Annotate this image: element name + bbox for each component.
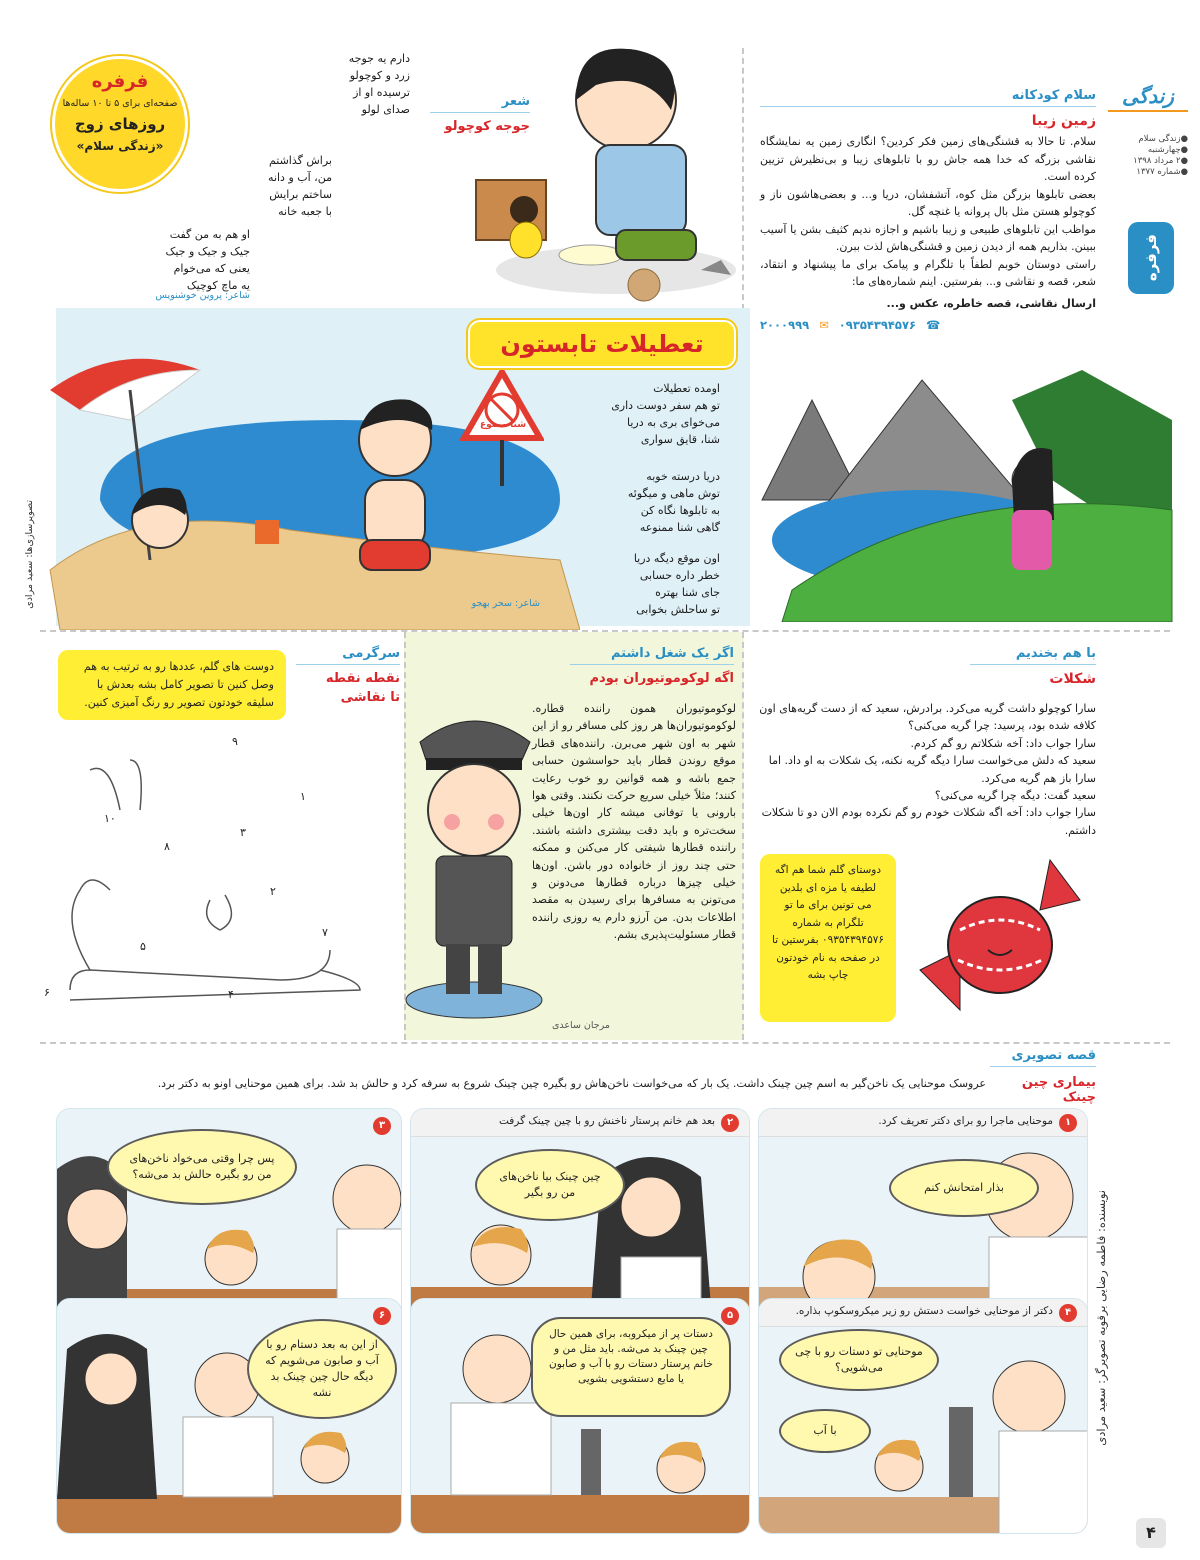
badge-line3: «زندگی سلام»	[76, 139, 164, 153]
illustrator-credit: تصویرسازی‌ها: سعید مرادی	[24, 500, 35, 609]
poem-line: خطر داره حسابی	[639, 569, 720, 582]
greeting-paragraph: مواظب این تابلوهای طبیعی و زیبا باشیم و اجازه ندیم کثیف بشن یا آسیب ببینن. بذاریم همه از دیدن زمین و قشنگی‌هاش لذت ببرن.	[760, 222, 1096, 253]
laugh-header	[970, 646, 1096, 687]
poem-line: جای شنا بهتره	[655, 586, 720, 599]
panel-caption	[411, 1109, 749, 1137]
farfareh-tab	[1128, 222, 1174, 294]
job-text: لوکوموتیوران همون راننده قطاره. لوکوموتیوران‌ها هر روز کلی مسافر رو از این شهر به اون شهر می‌برن. راننده‌های قطار موقع روندن قطار باید حواسشون حسابی جمع باشه و همه قوانین رو خوب رعایت کنند؛ مثلاً خیلی سریع حرکت نکنند. وقتی هوا بارونی یا توفانی میشه کار اون‌ها خیلی سخت‌تره و باید دقت بیشتری داشته باشند. راننده قطارها شیفتی کار می‌کنن و ممکنه حتی چند روز از خانواده دور باشن. اون‌ها خیلی چیزها درباره قطارها می‌دونن و می‌تونن به مسافرها برای رسیدن به مقصد اطلاعات بدن. من آرزو دارم یه روزی راننده قطار مسئولیت‌پذیری بشم.	[532, 702, 736, 942]
laugh-line: سارا جواب داد: آخه شکلاتم رو گم کردم.	[910, 736, 1096, 750]
comic-title: بیماری چین چینک	[1021, 1075, 1096, 1105]
poem-line: یه ماچ کوچیک	[186, 279, 250, 292]
summer-title	[468, 320, 736, 368]
dot-number: ۶	[44, 986, 50, 999]
poem-line: گاهی شنا ممنوعه	[639, 521, 720, 534]
poem1-stanza2	[222, 152, 332, 220]
poem-line: صدای لولو	[361, 103, 410, 116]
greeting-body	[760, 133, 1096, 291]
meta-line: ●زندگی سلام	[1138, 134, 1188, 144]
dot-number: ۹	[232, 735, 238, 748]
poem-line: با جعبه خانه	[278, 205, 332, 218]
poem-line: توش ماهی و میگوئه	[627, 487, 720, 500]
comic-section: قصه تصویری	[990, 1048, 1096, 1067]
poem-line: شنا، قایق سواری	[640, 433, 720, 446]
poem-line: دارم یه جوجه	[348, 52, 410, 65]
poem-line: جیک و جیک و جیک	[165, 245, 250, 258]
greeting-paragraph: بعضی تابلوها بزرگن مثل کوه، آتشفشان، دریا و... و بعضی‌هاشون ناز و کوچولو هستن مثل بال پروانه یا غنچه گل.	[760, 187, 1096, 218]
landscape-illustration	[752, 360, 1184, 622]
poem1-stanza3	[140, 226, 250, 294]
poem-line: ترسیده او از	[353, 86, 410, 99]
phone-icon: ☎	[926, 317, 941, 332]
speech-bubble: پس چرا وقتی می‌خواد ناخن‌های من رو بگیره حالش بد می‌شه؟	[107, 1129, 297, 1205]
poem-line: دریا درسته خوبه	[646, 470, 720, 483]
poem1-title: جوجه کوچولو	[444, 119, 530, 134]
panel-number: ۵	[721, 1307, 739, 1325]
panel-caption	[759, 1299, 1087, 1327]
caption-text: بعد هم خانم پرستار ناخنش رو با چین چینک گرفت	[498, 1115, 715, 1127]
meta-line: ●چهارشنبه	[1147, 145, 1188, 155]
joke-callout: دوستای گلم شما هم اگه لطیفه یا مزه ای بلدین می تونین برای ما تو تلگرام به شماره ۰۹۳۵۴۳۹۴۵۷۶ بفرستین تا در صفحه به نام خودتون چاپ بشه	[760, 854, 896, 1022]
sms-icon: ✉	[819, 317, 829, 332]
laugh-section: با هم بخندیم	[970, 646, 1096, 665]
summer-title-text: تعطیلات تابستون	[500, 330, 704, 358]
activity-header	[296, 646, 400, 705]
badge-line1: صفحه‌ای برای ۵ تا ۱۰ ساله‌ها	[62, 98, 178, 109]
summer-stanza2	[580, 468, 720, 536]
dot-number: ۴	[228, 988, 234, 1001]
poem1-stanza1	[300, 50, 410, 118]
masthead-logo: زندگی	[1108, 84, 1188, 112]
masthead-meta	[1108, 134, 1188, 178]
speech-bubble: چین چینک بیا ناخن‌های من رو بگیر	[475, 1149, 625, 1221]
laugh-line: سعید گفت: دیگه چرا گریه می‌کنی؟	[934, 789, 1096, 803]
panel-number: ۲	[721, 1114, 739, 1132]
contact-row	[760, 318, 1096, 332]
divider	[40, 1042, 1170, 1044]
greeting-send-line: ارسال نقاشی، قصه خاطره، عکس و...	[886, 296, 1096, 310]
laugh-line: سارا کوچولو داشت گریه می‌کرد. برادرش، سعید که از دست گریه‌های اون کلافه شده بود، پرسید: چرا گریه می‌کنی؟	[759, 702, 1096, 733]
divider	[742, 48, 744, 310]
speech-bubble: موحنایی تو دستات رو با چی می‌شویی؟	[779, 1329, 939, 1391]
job-title: اگه لوکوموتیوران بودم	[589, 671, 734, 686]
dot-number: ۸	[164, 840, 170, 853]
poem-line: او هم به من گفت	[169, 228, 250, 241]
activity-instructions: دوست های گلم، عددها رو به ترتیب به هم وصل کنین تا تصویر کامل بشه بعدش با سلیقه خودتون تصویر رو رنگ آمیزی کنین.	[58, 650, 286, 720]
poem-line: به تابلوها نگاه کن	[640, 504, 720, 517]
job-author: مرجان ساعدی	[551, 1020, 610, 1031]
greeting-paragraph: راستی دوستان خوبم لطفاً با تلگرام و پیامک برای ما پیشنهاد و انتقاد، شعر، قصه و نقاشی و... بفرستین. اینم شماره‌های ما:	[760, 257, 1096, 288]
train-driver-illustration	[402, 680, 548, 1026]
comic-intro: عروسک موحنایی یک ناخن‌گیر به اسم چین چینک داشت. یک بار که می‌خواست ناخن‌هاش رو بگیره چین چینک شروع به سرفه کرد و حالش بد شد. برای همین موحنایی اونو به دکتر برد.	[157, 1077, 986, 1090]
caption-text: دکتر از موحنایی خواست دستش رو زیر میکروسکوپ بذاره.	[795, 1305, 1053, 1317]
laugh-line: سعید که دلش می‌خواست سارا دیگه گریه نکنه، یک شکلات به او داد. اما سارا باز هم گریه می‌کرد.	[768, 754, 1096, 785]
boy-chick-illustration	[466, 40, 746, 302]
candy-illustration	[900, 850, 1100, 1030]
telegram-number[interactable]: ۰۹۳۵۴۳۹۴۵۷۶	[838, 317, 916, 332]
comic-header	[990, 1048, 1096, 1105]
laugh-body	[756, 700, 1096, 839]
poem-line: من، آب و دانه	[268, 171, 332, 184]
comic-panel-5	[410, 1298, 750, 1534]
greeting-paragraph: سلام. تا حالا به قشنگی‌های زمین فکر کردین؟ انگاری زمین یه نمایشگاه نقاشی بزرگه که خدا همه جاش رو با تابلوهای زیبا و بی‌نظیرش تزیین کرده است.	[760, 135, 1096, 183]
poem-line: زرد و کوچولو	[349, 69, 410, 82]
speech-bubble: دستات پر از میکروبه، برای همین حال چین چینک بد می‌شه. باید مثل من و خانم پرستار دستات رو با آب و صابون یا مایع دستشویی بشویی	[531, 1317, 731, 1417]
summer-stanza1	[580, 380, 720, 448]
poem1-poet: شاعر: پروین خوشنویس	[155, 290, 250, 301]
farfareh-badge	[52, 56, 188, 192]
dot-number: ۳	[240, 826, 246, 839]
panel-number: ۳	[373, 1117, 391, 1135]
activity-title1: نقطه نقطه	[325, 671, 400, 686]
poem1-section: شعر	[430, 94, 530, 113]
poem-line: ساختم برایش	[269, 188, 332, 201]
caption-text: موحنایی ماجرا رو برای دکتر تعریف کرد.	[878, 1115, 1053, 1127]
summer-poet: شاعر: سحر بهجو	[471, 598, 540, 609]
poem-line: یعنی که می‌خوام	[173, 262, 250, 275]
comic-panel-4	[758, 1298, 1088, 1534]
greeting-section	[760, 88, 1096, 332]
dot-number: ۷	[322, 926, 328, 939]
comic-credits: نویسنده: فاطمه رضایی برقویه تصویرگر: سعید مرادی	[1094, 1190, 1108, 1446]
page-number: ۴	[1136, 1518, 1166, 1548]
comic-panel-6	[56, 1298, 402, 1534]
summer-stanza3	[580, 550, 720, 618]
laugh-title: شکلات	[1049, 671, 1096, 687]
panel-number: ۶	[373, 1307, 391, 1325]
speech-bubble: بذار امتحانش کنم	[889, 1159, 1039, 1217]
speech-bubble: با آب	[779, 1409, 871, 1453]
speech-bubble: از این به بعد دستام رو با آب و صابون می‌شویم که دیگه حال چین چینک بد نشه	[247, 1319, 397, 1419]
dot-number: ۱۰	[104, 812, 116, 825]
panel-caption	[759, 1109, 1087, 1137]
meta-line: ●شماره ۱۳۷۷	[1136, 167, 1188, 177]
panel-number: ۴	[1059, 1304, 1077, 1322]
greeting-title: زمین زیبا	[1031, 113, 1096, 129]
meta-line: ●۲ مرداد ۱۳۹۸	[1133, 156, 1188, 166]
activity-title2: تا نقاشی	[340, 690, 400, 705]
dot-to-dot-snail	[50, 740, 390, 1030]
sign-text: شنا ممنوع	[479, 420, 527, 430]
tab-label: فرفره	[1142, 234, 1160, 282]
poem-line: می‌خوای بری به دریا	[626, 416, 720, 429]
dot-number: ۵	[140, 940, 146, 953]
activity-section: سرگرمی	[296, 646, 400, 665]
badge-line2: روزهای زوج	[74, 115, 166, 133]
laugh-line: سارا جواب داد: آخه اگه شکلات خودم رو گم نکرده بودم الان دو تا شکلات داشتم.	[761, 806, 1096, 837]
sms-number[interactable]: ۲۰۰۰۹۹۹	[760, 317, 810, 332]
poem-line: اون موقع دیگه دریا	[633, 552, 720, 565]
panel-number: ۱	[1059, 1114, 1077, 1132]
poem-line: تو ساحلش بخوابی	[636, 603, 720, 616]
greeting-section-title: سلام کودکانه	[760, 88, 1096, 107]
job-header	[570, 646, 734, 686]
poem-line: اومده تعطیلات	[653, 382, 720, 395]
dot-number: ۲	[270, 885, 276, 898]
job-section: اگر یک شغل داشتم	[570, 646, 734, 665]
poem-line: براش گذاشتم	[268, 154, 332, 167]
poem-line: تو هم سفر دوست داری	[611, 399, 720, 412]
badge-title: فرفره	[91, 71, 149, 92]
dot-number: ۱	[300, 790, 306, 803]
